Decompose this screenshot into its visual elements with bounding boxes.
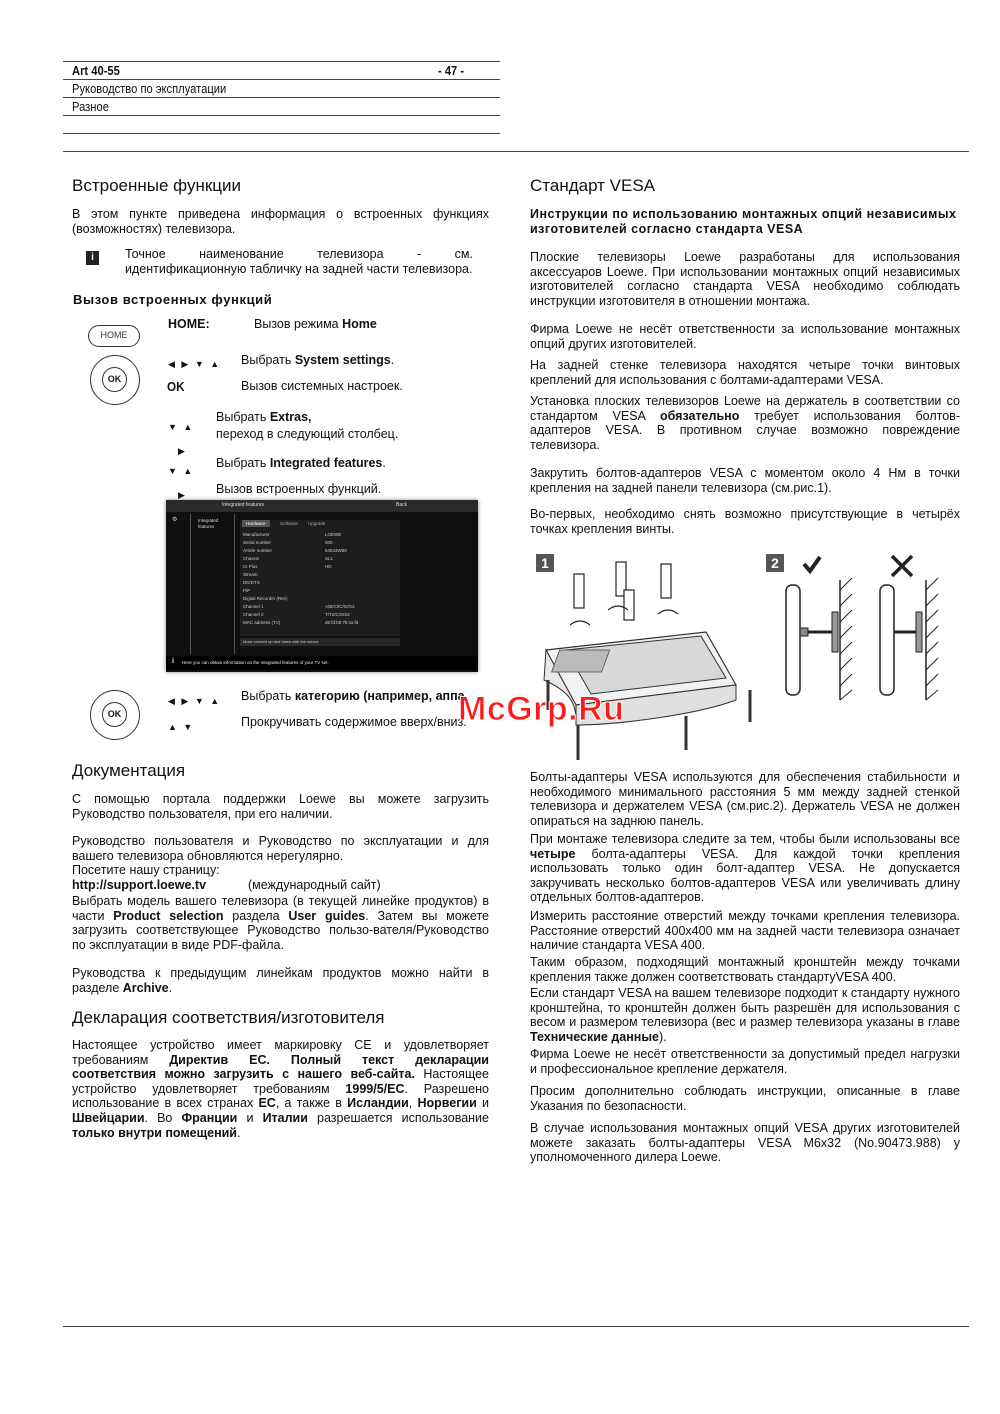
docs-p1: С помощью портала поддержки Loewe вы можете загрузить Руководство пользователя, при его наличии. (72, 792, 489, 821)
screen-row-value: LOEWE (325, 532, 342, 537)
screen-panel (240, 520, 400, 636)
screen-row (243, 572, 393, 580)
vesa-p12: Фирма Loewe не несёт ответственности за допустимый предел нагрузки и профессиональное крепление держателя. (530, 1047, 960, 1076)
screen-titlebar (166, 500, 478, 512)
bracket-plate-wrong (916, 612, 922, 652)
home-button[interactable]: HOME (88, 325, 140, 347)
vesa-bolt-1 (574, 574, 584, 608)
header-section: Разное (72, 99, 109, 114)
screen-col-divider (190, 514, 191, 654)
vesa-p1: Плоские телевизоры Loewe разработаны для использования аксессуаров Loewe. При использовании монтажных опций независимых изготовителей согласно стандарта VESA необходимо соблюдать инструкции изготовителя в отношении монтажа. (530, 250, 960, 308)
vesa-p8: При монтаже телевизора следите за тем, чтобы были использованы все четыре болта-адаптеры VESA. Для каждой точки крепления использовать только один болт-адаптер VESA. Не допускается закручивать несколько болтов-адаптеров VESA или увеличивать длину отдельных болтов-адаптеров. (530, 832, 960, 905)
vesa-p7: Болты-адаптеры VESA используются для обеспечения стабильности и необходимого минимального расстояния 5 мм между задней стенкой телевизора и держателем VESA (см.рис.2). Держатель VESA не должен опираться на заднюю панель. (530, 770, 960, 828)
docs-p5: Руководства к предыдущим линейкам продуктов можно найти в разделе Archive. (72, 966, 489, 995)
home-key: HOME: (168, 317, 210, 331)
screen-row-key: Serial number (243, 540, 272, 545)
screen-row (243, 532, 393, 540)
footer-divider (63, 1326, 969, 1327)
screen-row (243, 620, 393, 628)
screen-row-value: SL1 (325, 556, 334, 561)
call-title: Вызов встроенных функций (73, 292, 273, 307)
screen-row-value: A/B/CI/C/G/G2 (325, 604, 355, 609)
step-scroll: Прокручивать содержимое вверх/вниз. (241, 715, 467, 729)
screen-row-value: d6:fd:b0:7b:xx:fd (325, 620, 359, 625)
adapter-correct (800, 628, 808, 636)
wall-hatch-wrong (926, 578, 938, 700)
screen-row-key: Manufacturer (243, 532, 270, 537)
vesa-bolt-3 (624, 590, 634, 620)
header-rule-2 (63, 97, 500, 98)
header-manual: Руководство по эксплуатации (72, 81, 227, 96)
header-top-rule (63, 61, 500, 62)
screen-row (243, 580, 393, 588)
step-extras: Выбрать Extras, (216, 410, 312, 424)
screen-info-text: Here you can obtain information on the integrated features of your TV set. (182, 660, 329, 665)
header-rule-3 (63, 115, 500, 116)
screen-tab-hardware[interactable]: Hardware (242, 520, 270, 527)
screen-row (243, 564, 393, 572)
vesa-title: Стандарт VESA (530, 176, 656, 195)
tv-side-correct (786, 585, 800, 695)
header-rule-1 (63, 79, 500, 80)
vesa-subtitle: Инструкции по использованию монтажных опций независимых изготовителей согласно стандарта VESA (530, 207, 957, 236)
screen-row-key: Digital Recorder (Rec) (243, 596, 288, 601)
gear-icon: ⚙ (172, 517, 178, 523)
vesa-mount-illustration (536, 550, 956, 765)
ok-button-2[interactable]: OK (102, 702, 127, 727)
screen-row-key: PiP (243, 588, 251, 593)
header-divider (63, 151, 969, 152)
screen-row (243, 548, 393, 556)
bracket-plate-correct (832, 612, 838, 652)
rotate-arrow-icon-3 (658, 610, 678, 614)
screen-row-key: Article number (243, 548, 273, 553)
remote-dpad-ring-1[interactable] (90, 355, 140, 405)
screen-info-bar (166, 656, 478, 670)
header-rule-4 (63, 133, 500, 134)
checkmark-icon (804, 557, 820, 571)
screen-footer-hint: Move content up and down with the cursor. (240, 638, 400, 646)
vesa-bolt-4 (661, 564, 671, 598)
step-category: Выбрать категорию (например, аппа (241, 689, 465, 703)
header-page-number: - 47 - (438, 63, 465, 78)
docs-title: Документация (72, 761, 186, 780)
step-system-settings: Выбрать System settings. (241, 353, 395, 367)
tv-screen-screenshot (166, 500, 478, 672)
screen-row (243, 604, 393, 612)
header-model: Art 40-55 (72, 63, 120, 78)
arrows-updown-icon-1: ▼ ▲ (168, 422, 195, 432)
vesa-p13: Просим дополнительно соблюдать инструкции, описанные в главе Указания по безопасности. (530, 1084, 960, 1113)
screen-info-icon: i (172, 658, 174, 665)
screen-row (243, 596, 393, 604)
vesa-p11: Если стандарт VESA на вашем телевизоре подходит к стандарту нужного кронштейна, то кронштейн должен быть разрешён для использования с весом и размером телевизора (вес и размер телевизора указаны в главе Технические данные). (530, 986, 960, 1044)
screen-row-value: T/T2/C/S/S2 (325, 612, 350, 617)
screen-col-divider-2 (234, 514, 235, 654)
ok-glyph: OK (166, 379, 185, 394)
vesa-p5: Закрутить болтов-адаптеров VESA с моментом около 4 Нм в точки крепления на задней панели телевизора (см.рис.1). (530, 466, 960, 495)
rotate-arrow-icon-1 (570, 621, 590, 625)
wall-hatch-correct (840, 578, 852, 700)
support-link[interactable]: http://support.loewe.tv (72, 878, 207, 892)
builtin-intro: В этом пункте приведена информация о встроенных функциях (возможностях) телевизора. (72, 207, 489, 236)
builtin-title: Встроенные функции (72, 176, 242, 195)
arrow-right-icon-1: ▶ (178, 446, 187, 456)
screen-row-key: CI Plus (243, 564, 258, 569)
fig1-label: 1 (541, 555, 549, 571)
support-link-note: (международный сайт) (248, 878, 381, 892)
arrow-right-icon-2: ▶ (178, 490, 187, 500)
screen-tab-software[interactable]: Software (280, 521, 298, 526)
fig2-label: 2 (771, 555, 779, 571)
screen-back[interactable]: Back (396, 502, 408, 508)
screen-row-key: Channel 2 (243, 612, 264, 617)
step-call: Вызов встроенных функций. (216, 482, 382, 496)
screen-row (243, 540, 393, 548)
screen-row-key: MAC address (TV) (243, 620, 281, 625)
arrows-4way-icon-2: ◀ ▶ ▼ ▲ (168, 696, 222, 706)
screen-menu-item[interactable]: Integrated features (198, 518, 219, 529)
home-desc: Вызов режима Home (254, 317, 377, 331)
screen-title: Integrated features (222, 502, 264, 508)
watermark: McGrp.Ru (458, 690, 625, 728)
info-note: Точное наименование телевизора - см. идентификационную табличку на задней части телевизора. (125, 247, 473, 276)
screen-row (243, 588, 393, 596)
ok-button-1[interactable]: OK (102, 367, 127, 392)
screen-row-key: Channel 1 (243, 604, 264, 609)
step-extras-next: переход в следующий столбец. (216, 427, 399, 441)
decl-text: Настоящее устройство имеет маркировку CE и удовлетворяет требованиям Директив ЕС. Полный текст декларации соответствия можно загрузить с нашего веб-сайта. Настоящее устройство удовлетворяет требованиям 1999/5/EC. Разрешено использование в всех странах ЕС, а также в Исландии, Норвегии и Швейцарии. Во Франции и Италии разрешается использование только внутри помещений. (72, 1038, 490, 1140)
info-icon: i (86, 251, 99, 265)
arrows-updown-icon-2: ▼ ▲ (168, 466, 195, 476)
docs-p3: Посетите нашу страницу: (72, 863, 220, 877)
step-system-ok: Вызов системных настроек. (241, 379, 403, 393)
tv-side-wrong (880, 585, 894, 695)
screen-row-value: HD (325, 564, 332, 569)
vesa-p2: Фирма Loewe не несёт ответственности за использование монтажных опций других изготовителей. (530, 322, 960, 351)
screen-row-value: 000 (325, 540, 333, 545)
decl-title: Декларация соответствия/изготовителя (72, 1008, 385, 1027)
vesa-p6: Во-первых, необходимо снять возможно присутствующие в четырёх точках крепления винты. (530, 507, 960, 536)
vesa-p14: В случае использования монтажных опций VESA других изготовителей можете заказать болты-адаптеры VESA M6x32 (No.90473.988) у уполномоченного дилера Loewe. (530, 1121, 960, 1165)
cross-icon (892, 556, 912, 576)
docs-p4: Выбрать модель вашего телевизора (в текущей линейке продуктов) в части Product selection раздела User guides. Затем вы можете загрузить соответствующее Руководство пользо-вателя/Руководство по эксплуатации в виде PDF-файла. (72, 894, 489, 952)
arrows-4way-icon-1: ◀ ▶ ▼ ▲ (168, 359, 222, 369)
vesa-p10: Таким образом, подходящий монтажный кронштейн между точками крепления также должен соответствовать стандартуVESA 400. (530, 955, 960, 984)
screen-tab-upgrade[interactable]: Upgrade (308, 521, 326, 526)
vesa-p3: На задней стенке телевизора находятся четыре точки винтовых креплений для использования с болтами-адаптерами VESA. (530, 358, 960, 387)
screen-row-key: Stream (243, 572, 258, 577)
vesa-p4: Установка плоских телевизоров Loewe на держатель в соответствии со стандартом VESA обязательно требует использования болтов-адаптеров VESA. В противном случае возможно повреждение телевизора. (530, 394, 960, 452)
arrows-updown-icon-3: ▲ ▼ (168, 722, 195, 732)
screen-row-key: DD/DTS (243, 580, 260, 585)
screen-row (243, 556, 393, 564)
vesa-p9: Измерить расстояние отверстий между точками крепления телевизора. Расстояние отверстий 400x400 мм на задней части телевизора означает наличие стандарта VESA 400. (530, 909, 960, 953)
screen-row (243, 612, 393, 620)
remote-dpad-ring-2[interactable] (90, 690, 140, 740)
step-integrated: Выбрать Integrated features. (216, 456, 386, 470)
tv-back-module (552, 650, 610, 672)
screen-row-value: 54643W58 (325, 548, 347, 553)
docs-p2: Руководство пользователя и Руководство по эксплуатации и для вашего телевизора обновляются нерегулярно. (72, 834, 489, 863)
screen-row-key: Chassis (243, 556, 260, 561)
